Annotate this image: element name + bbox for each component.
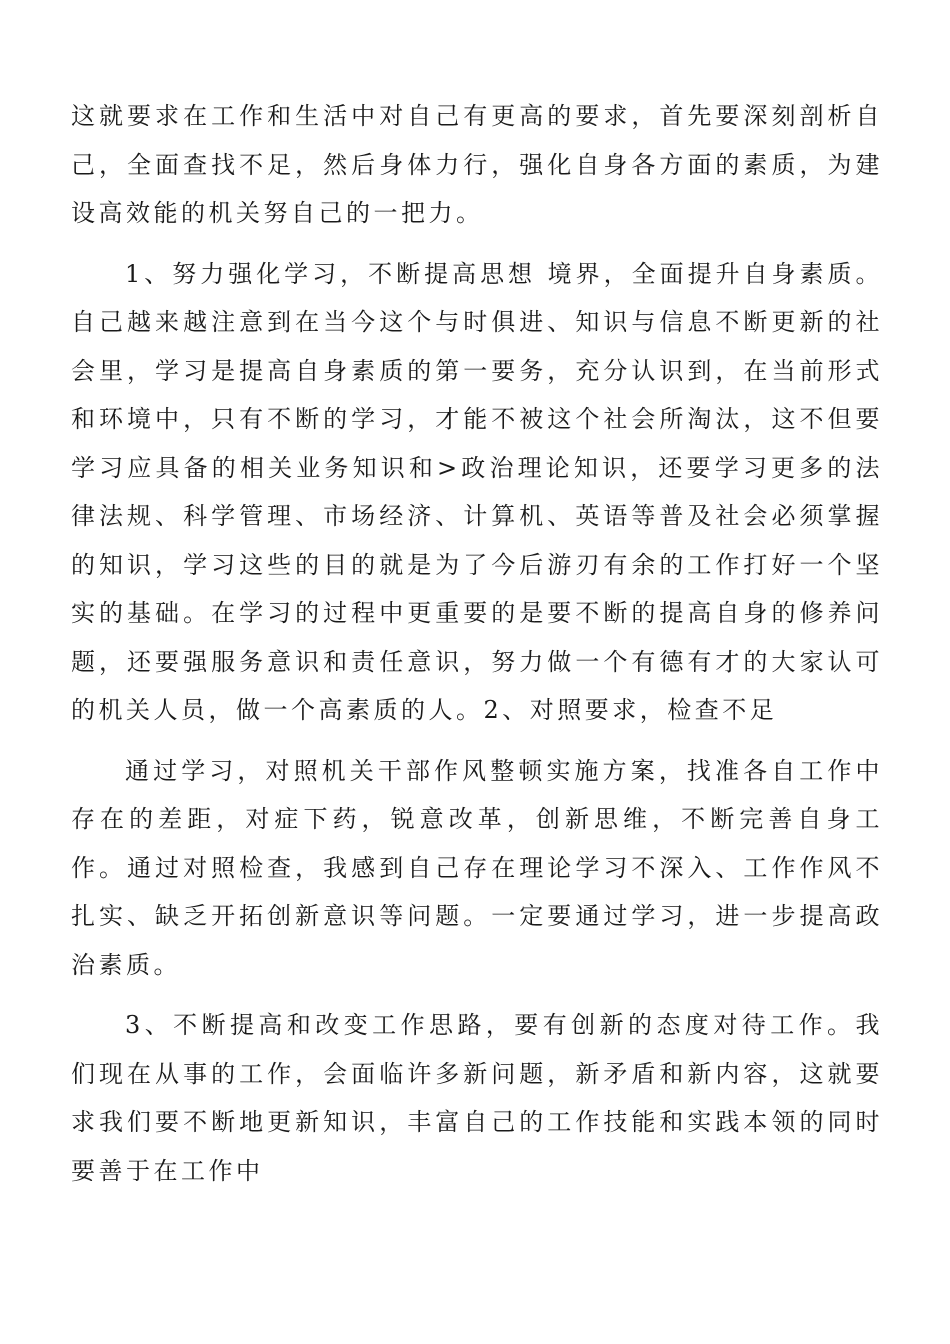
document-body — [71, 92, 883, 1207]
paragraph-2: 1、努力强化学习，不断提高思想 境界，全面提升自身素质。自己越来越注意到在当今这个与时俱进、知识与信息不断更新的社会里，学习是提高自身素质的第一要务，充分认识到，在当前形式和环境中，只有不断的学习，才能不被这个社会所淘汰，这不但要学习应具备的相关业务知识和>政治理论知识，还要学习更多的法律法规、科学管理、市场经济、计算机、英语等普及社会必须掌握的知识，学习这些的目的就是为了今后游刃有余的工作打好一个坚实的基础。在学习的过程中更重要的是要不断的提高自身的修养问题，还要强服务意识和责任意识，努力做一个有德有才的大家认可的机关人员，做一个高素质的人。2、对照要求，检查不足 — [71, 259, 883, 724]
paragraph-4: 3、不断提高和改变工作思路，要有创新的态度对待工作。我们现在从事的工作，会面临许多新问题，新矛盾和新内容，这就要求我们要不断地更新知识，丰富自己的工作技能和实践本领的同时要善于在工作中 — [71, 1011, 883, 1185]
paragraph-1: 这就要求在工作和生活中对自己有更高的要求，首先要深刻剖析自己，全面查找不足，然后身体力行，强化自身各方面的素质，为建设高效能的机关努自己的一把力。 — [71, 102, 883, 227]
paragraph-3: 通过学习，对照机关干部作风整顿实施方案，找准各自工作中存在的差距，对症下药，锐意改革，创新思维，不断完善自身工作。通过对照检查，我感到自己存在理论学习不深入、工作作风不扎实、缺乏开拓创新意识等问题。一定要通过学习，进一步提高政治素质。 — [71, 756, 883, 979]
